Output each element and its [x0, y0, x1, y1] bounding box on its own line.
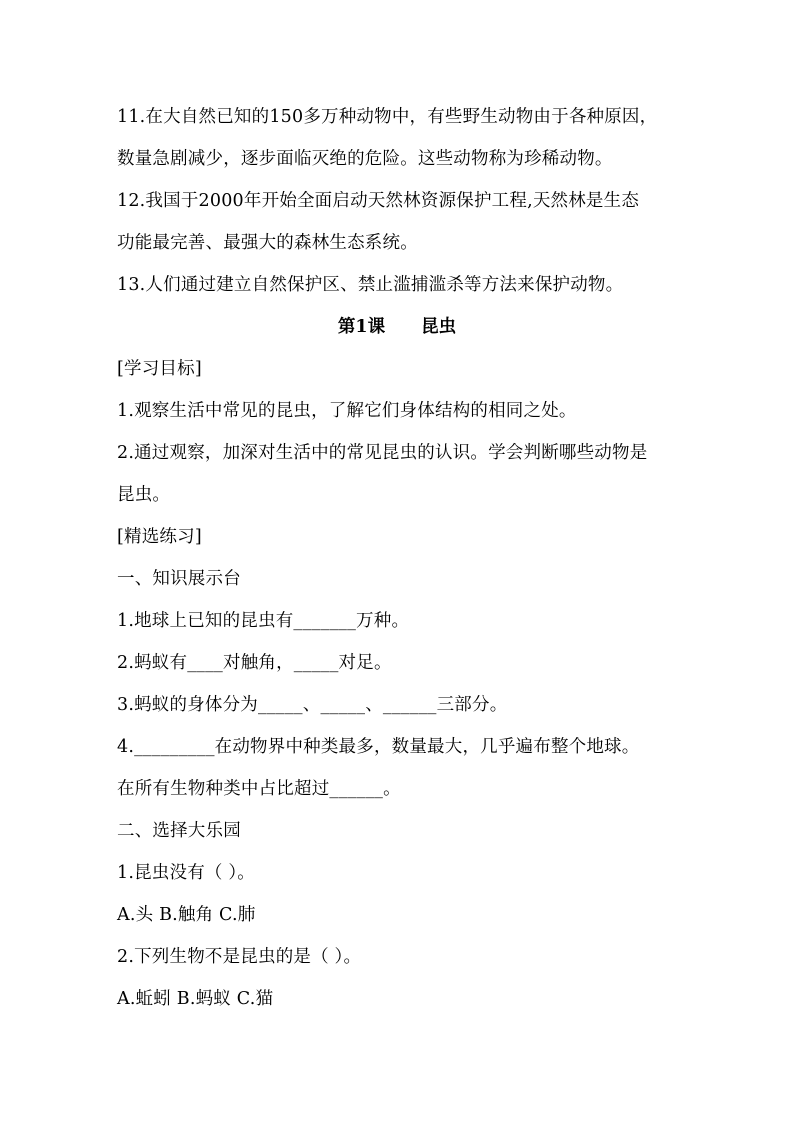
fill-question-4-line-2: 在所有生物种类中占比超过______。	[117, 779, 401, 799]
lesson-number: 第1课	[337, 317, 386, 337]
objective-2-line-1: 2.通过观察，加深对生活中的常见昆虫的认识。学会判断哪些动物是	[117, 443, 648, 463]
item-12-line-1: 12.我国于2000年开始全面启动天然林资源保护工程,天然林是生态	[117, 191, 640, 211]
item-12-line-2: 功能最完善、最强大的森林生态系统。	[117, 233, 418, 253]
objective-2-line-2: 昆虫。	[117, 485, 171, 505]
part-1-heading: 一、知识展示台	[117, 569, 241, 589]
fill-question-1: 1.地球上已知的昆虫有_______万种。	[117, 611, 410, 631]
lesson-title	[117, 306, 677, 348]
choice-question-2: 2.下列生物不是昆虫的是（ ）。	[117, 947, 362, 967]
fill-question-4-line-1: 4._________在动物界中种类最多，数量最大，几乎遍布整个地球。	[117, 737, 640, 757]
lesson-name: 昆虫	[421, 317, 457, 337]
choice-question-2-options: A.蚯蚓 B.蚂蚁 C.猫	[117, 989, 274, 1009]
fill-question-3: 3.蚂蚁的身体分为_____、_____、______三部分。	[117, 695, 508, 715]
item-11-line-1: 11.在大自然已知的150多万种动物中，有些野生动物由于各种原因，	[117, 107, 658, 127]
objectives-heading: [学习目标]	[117, 359, 202, 379]
part-2-heading: 二、选择大乐园	[117, 821, 241, 841]
item-11-line-2: 数量急剧减少，逐步面临灭绝的危险。这些动物称为珍稀动物。	[117, 149, 613, 169]
choice-question-1: 1.昆虫没有（ ）。	[117, 863, 256, 883]
item-13: 13.人们通过建立自然保护区、禁止滥捕滥杀等方法来保护动物。	[117, 275, 624, 295]
worksheet-page	[117, 96, 677, 1020]
fill-question-2: 2.蚂蚁有____对触角，_____对足。	[117, 653, 392, 673]
objective-1: 1.观察生活中常见的昆虫，了解它们身体结构的相同之处。	[117, 401, 577, 421]
choice-question-1-options: A.头 B.触角 C.肺	[117, 905, 256, 925]
practice-heading: [精选练习]	[117, 527, 202, 547]
